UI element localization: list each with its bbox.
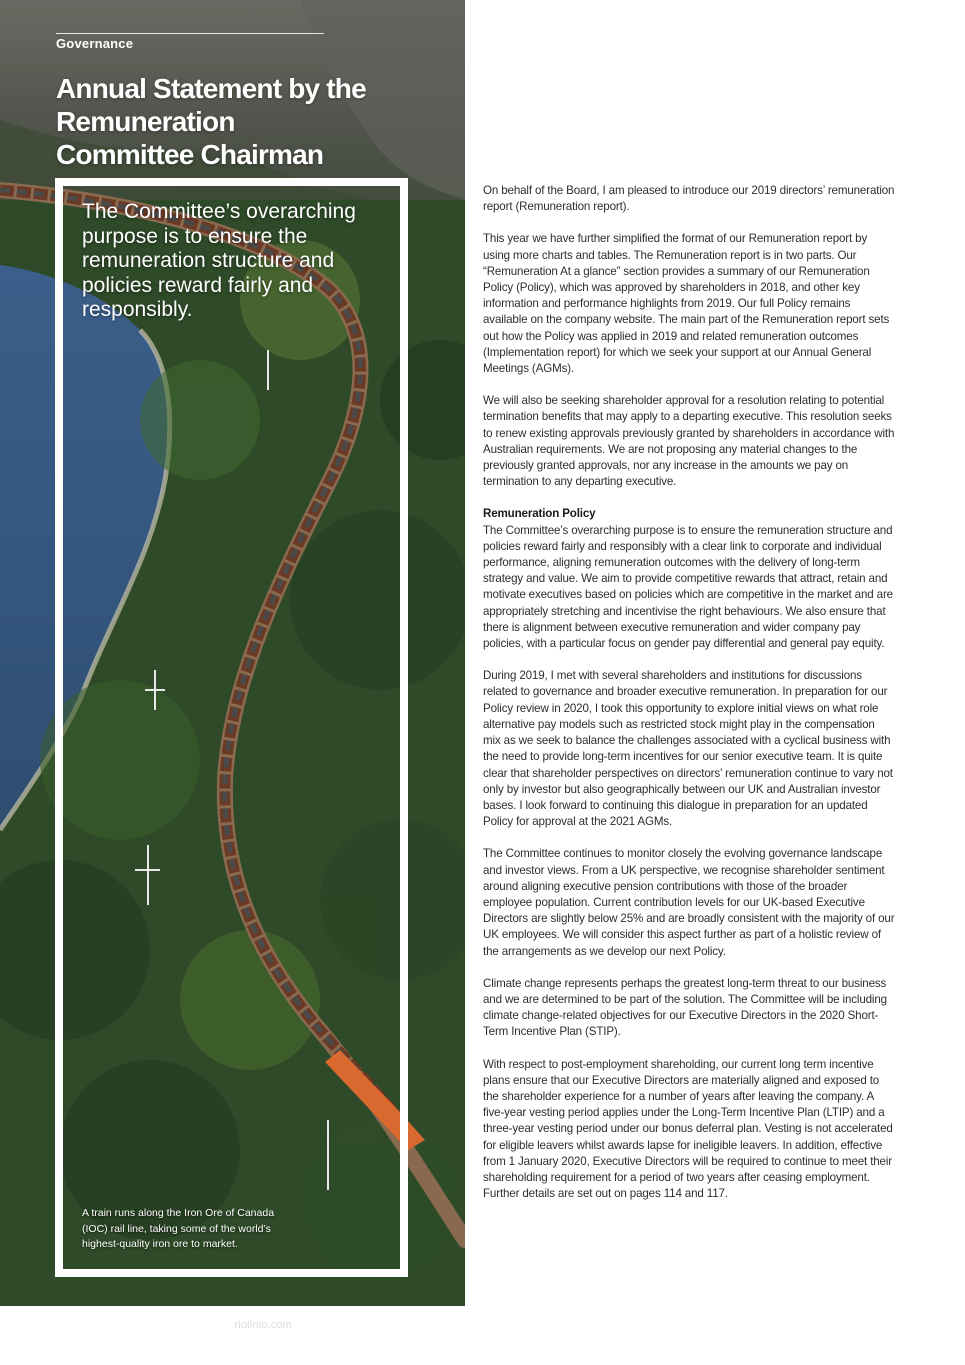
paragraph-shareholders: During 2019, I met with several shareholders and institutions for discussions related to governance and broader executive remuneration. In preparation for our Policy review in 2020, I took this opportunity to explore initial views on what role alternative pay models such as restricted stock might play in the compensation mix as we seek to balance the challenges associated with a cyclical business with the need to provide long-term incentives for our senior executive team. It is quite clear that shareholder perspectives on directors’ remuneration continue to vary not only by investor but also geographically between our UK and Australian investor bases. I look forward to continuing this dialogue in preparation for an updated Policy for approval at the 2021 AGMs. [483, 669, 893, 829]
section-rule [56, 33, 324, 34]
paragraph-intro: On behalf of the Board, I am pleased to introduce our 2019 directors’ remuneration report (Remuneration report). [483, 184, 895, 214]
article-body [483, 183, 895, 1218]
paragraph-format: This year we have further simplified the format of our Remuneration report by using more charts and tables. The Remuneration report is in two parts. Our “Remuneration At a glance” section provides a summary of our Remuneration Policy (Policy), which was approved by shareholders in 2018, and other key information and performance highlights from 2019. Our full Policy remains available on the company website. The main part of the Remuneration report sets out how the Policy was applied in 2019 and related remuneration outcomes (Implementation report) for which we seek your support at our Annual General Meetings (AGMs). [483, 232, 890, 376]
footer-report [126, 1319, 291, 1331]
page-number: 110 [56, 1318, 76, 1332]
page-title: Annual Statement by the Remuneration Committee Chairman [56, 73, 366, 170]
pull-quote: The Committee’s overarching purpose is to ensure the remuneration structure and policies reward fairly and responsibly. [82, 200, 356, 321]
policy-heading: Remuneration Policy [483, 507, 596, 521]
paragraph-governance: The Committee continues to monitor closely the evolving governance landscape and investor views. From a UK perspective, we recognise shareholder sentiment around aligning executive pension contributions with those of the broader employee population. Current contribution levels for our UK-based Executive Directors are slightly below 25% and are broadly consistent with the majority of our UK employees. We will consider this aspect further as part of a holistic review of the arrangements as we develop our next Policy. [483, 847, 895, 958]
paragraph-climate: Climate change represents perhaps the greatest long-term threat to our business and we are determined to be part of the solution. The Committee will be including climate change-related objectives for our Executive Directors in the 2020 Short-Term Incentive Plan (STIP). [483, 976, 887, 1039]
section-label: Governance [56, 36, 134, 51]
footer-separator: | [225, 1319, 235, 1331]
paragraph-termination: We will also be seeking shareholder approval for a resolution relating to potential termination benefits that may apply to a departing executive. This resolution seeks to renew existing approvals previously granted by shareholders in accordance with Australian requirements. We are not proposing any material changes to the previously granted approvals, nor any increase in the amounts we pay on termination to any departing executive. [483, 394, 895, 489]
cover-photo [0, 0, 465, 1306]
report-title: Annual report 2019 [126, 1319, 226, 1331]
paragraph-shareholding: With respect to post-employment shareholding, our current long term incentive plans ensure that our Executive Directors are materially aligned and exposed to the shareholder experience for a number of years after leaving the company. A five-year vesting period applies under the Long-Term Incentive Plan (LTIP) and a three-year vesting period under our bonus deferral plan. Vesting is not accelerated for eligible leavers whilst awards lapse for ineligible leavers. In addition, effective from 1 January 2020, Executive Directors will be required to continue to meet their shareholding requirement for a period of two years after ceasing employment. Further details are set out on pages 114 and 117. [483, 1057, 893, 1201]
paragraph-policy: The Committee’s overarching purpose is to ensure the remuneration structure and policies reward fairly and responsibly with a clear link to corporate and individual performance, aligning remuneration outcomes with the delivery of long-term strategy and value. We aim to provide competitive rewards that attract, retain and motivate executives based on policies which are competitive in the market and are appropriately stretching and incentivise the right behaviours. We also ensure that there is alignment between executive remuneration and wider company pay policies, with a particular focus on gender pay differential and general pay equity. [483, 523, 893, 651]
photo-caption: A train runs along the Iron Ore of Canada (IOC) rail line, taking some of the world’s highest-quality iron ore to market. [82, 1207, 275, 1250]
photo-frame [55, 178, 408, 1277]
site-link[interactable]: riotinto.com [234, 1319, 292, 1331]
